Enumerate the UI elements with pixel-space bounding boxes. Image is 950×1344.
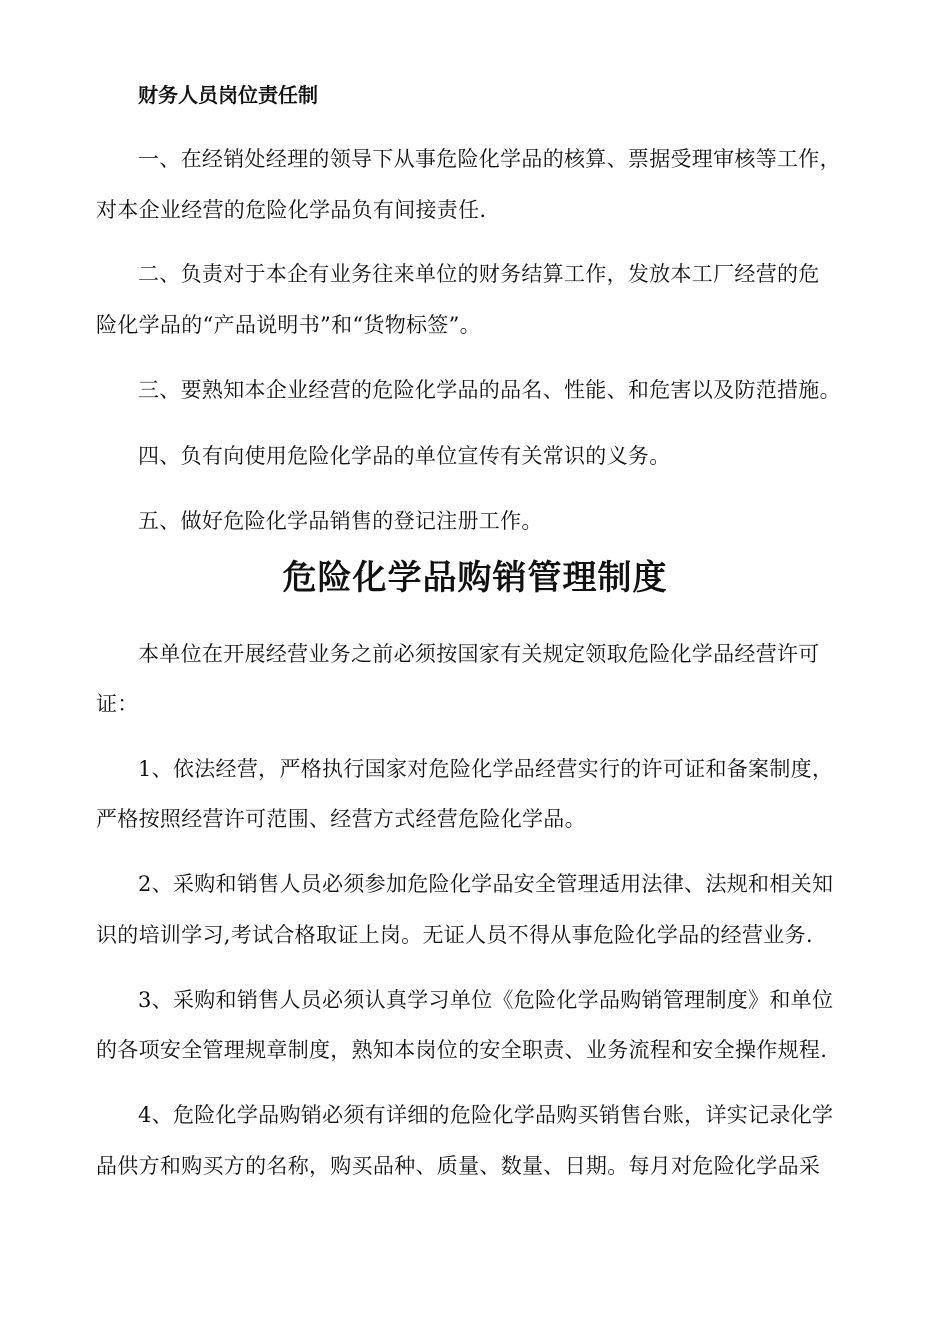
paragraph-line: 一、在经销处经理的领导下从事危险化学品的核算、票据受理审核等工作，	[138, 147, 841, 171]
paragraph-line: 品供方和购买方的名称，购买品种、质量、数量、日期。每月对危险化学品采	[96, 1154, 821, 1178]
paragraph-line: 险化学品的“产品说明书”和“货物标签”。	[96, 313, 481, 337]
document-heading: 危险化学品购销管理制度	[282, 558, 668, 598]
paragraph-line: 五、做好危险化学品销售的登记注册工作。	[138, 509, 543, 533]
paragraph-line: 四、负有向使用危险化学品的单位宣传有关常识的义务。	[138, 444, 671, 468]
paragraph-line: 二、负责对于本企有业务往来单位的财务结算工作，发放本工厂经营的危	[138, 262, 820, 286]
paragraph-line: 三、要熟知本企业经营的危险化学品的品名、性能、和危害以及防范措施。	[138, 378, 841, 402]
paragraph-line: 识的培训学习,考试合格取证上岗。无证人员不得从事危险化学品的经营业务.	[96, 923, 813, 947]
paragraph-line: 严格按照经营许可范围、经营方式经营危险化学品。	[96, 807, 586, 831]
paragraph-line: 1、依法经营，严格执行国家对危险化学品经营实行的许可证和备案制度，	[138, 757, 834, 781]
paragraph-line: 3、采购和销售人员必须认真学习单位《危险化学品购销管理制度》和单位	[138, 988, 834, 1012]
paragraph-line: 证：	[96, 692, 139, 716]
paragraph-line: 4、危险化学品购销必须有详细的危险化学品购买销售台账，详实记录化学	[138, 1103, 834, 1127]
paragraph-line: 对本企业经营的危险化学品负有间接责任.	[96, 198, 487, 222]
paragraph-line: 本单位在开展经营业务之前必须按国家有关规定领取危险化学品经营许可	[138, 642, 820, 666]
paragraph-line: 2、采购和销售人员必须参加危险化学品安全管理适用法律、法规和相关知	[138, 872, 834, 896]
section-title: 财务人员岗位责任制	[138, 83, 318, 107]
paragraph-line: 的各项安全管理规章制度，熟知本岗位的安全职责、业务流程和安全操作规程.	[96, 1038, 828, 1062]
